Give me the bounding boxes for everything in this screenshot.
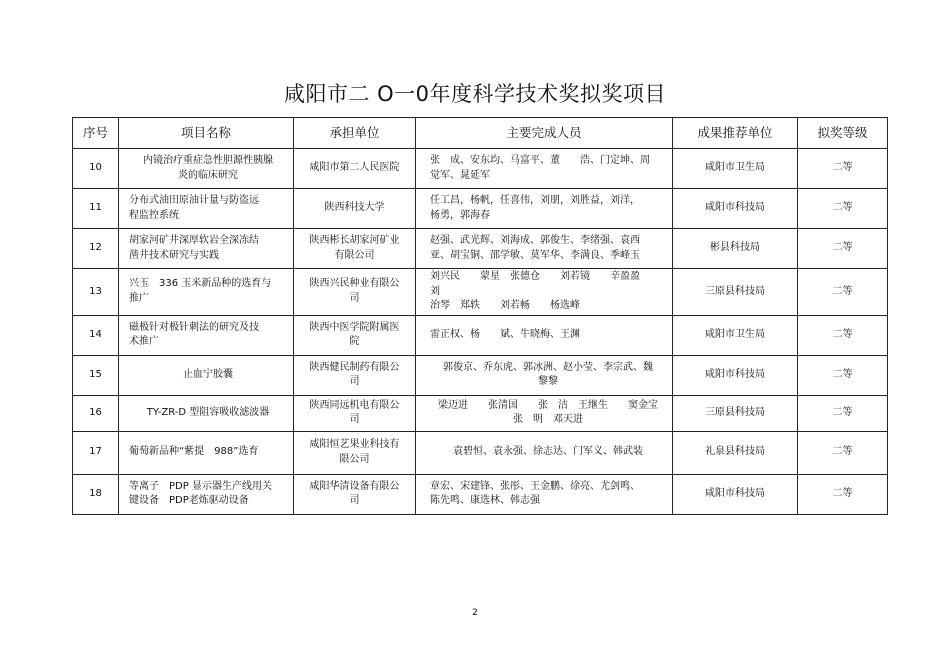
header-recommender: 成果推荐单位 (673, 118, 798, 149)
serial-cell: 13 (73, 269, 119, 316)
unit-cell: 陕西彬长胡家河矿业 有限公司 (294, 229, 416, 269)
people-cell: 袁碧恒、袁永强、徐志达、门军义、韩武装 (416, 431, 673, 474)
serial-cell: 16 (73, 395, 119, 431)
project-name-cell: 兴玉 336 玉米新品种的选育与 推广 (119, 269, 294, 316)
serial-cell: 14 (73, 315, 119, 355)
project-name-cell: 磁极针对极针刺法的研究及技 术推广 (119, 315, 294, 355)
recommender-cell: 三原县科技局 (673, 395, 798, 431)
recommender-cell: 咸阳市科技局 (673, 355, 798, 395)
serial-cell: 12 (73, 229, 119, 269)
unit-cell: 陕西兴民种业有限公 司 (294, 269, 416, 316)
unit-cell: 陕西健民制药有限公 司 (294, 355, 416, 395)
table-header-row (73, 118, 888, 149)
recommender-cell: 咸阳市科技局 (673, 474, 798, 514)
project-name-cell: 分布式油田原油计量与防盗远 程监控系统 (119, 189, 294, 229)
table-row (73, 269, 888, 316)
header-people: 主要完成人员 (416, 118, 673, 149)
project-name-cell: 等离子 PDP 显示器生产线用关 键设备 PDP老炼驱动设备 (119, 474, 294, 514)
people-cell: 雷正权、杨 斌、牛晓梅、王渊 (416, 315, 673, 355)
table-row (73, 149, 888, 189)
table-row (73, 395, 888, 431)
recommender-cell: 三原县科技局 (673, 269, 798, 316)
recommender-cell: 咸阳市卫生局 (673, 149, 798, 189)
grade-cell: 二等 (798, 431, 888, 474)
header-project-name: 项目名称 (119, 118, 294, 149)
unit-cell: 咸阳恒艺果业科技有 限公司 (294, 431, 416, 474)
serial-cell: 17 (73, 431, 119, 474)
unit-cell: 陕西科技大学 (294, 189, 416, 229)
document-title: 咸阳市二 O一0年度科学技术奖拟奖项目 (283, 82, 667, 106)
header-serial: 序号 (73, 118, 119, 149)
table-row (73, 355, 888, 395)
recommender-cell: 彬县科技局 (673, 229, 798, 269)
people-cell: 张 成、安东均、马富平、董 浩、门定坤、周 觉军、晁延军 (416, 149, 673, 189)
people-cell: 章宏、宋建锋、张彤、王金鹏、徐亮、尤剑鸣、 陈先鸣、康选林、韩志强 (416, 474, 673, 514)
grade-cell: 二等 (798, 189, 888, 229)
grade-cell: 二等 (798, 269, 888, 316)
project-name-cell: 胡家河矿井深厚软岩全深冻结 凿井技术研究与实践 (119, 229, 294, 269)
serial-cell: 18 (73, 474, 119, 514)
table-row (73, 431, 888, 474)
table-row (73, 315, 888, 355)
grade-cell: 二等 (798, 229, 888, 269)
grade-cell: 二等 (798, 149, 888, 189)
grade-cell: 二等 (798, 355, 888, 395)
award-projects-table (72, 117, 888, 515)
page-number: 2 (472, 608, 478, 618)
grade-cell: 二等 (798, 395, 888, 431)
unit-cell: 咸阳市第二人民医院 (294, 149, 416, 189)
header-unit: 承担单位 (294, 118, 416, 149)
people-cell: 刘兴民 蒙星 张德仓 刘若镜 辛盈盈 刘 治琴 郑轶 刘若畅 杨选峰 (416, 269, 673, 316)
recommender-cell: 礼泉县科技局 (673, 431, 798, 474)
unit-cell: 咸阳华清设备有限公 司 (294, 474, 416, 514)
unit-cell: 陕西同远机电有限公 司 (294, 395, 416, 431)
table-row (73, 474, 888, 514)
people-cell: 任工昌，杨帆，任喜伟，刘朋，刘胜益，刘洋， 杨勇，郭海春 (416, 189, 673, 229)
recommender-cell: 咸阳市科技局 (673, 189, 798, 229)
grade-cell: 二等 (798, 474, 888, 514)
people-cell: 梁迈进 张清国 张 洁 王继生 窦金宝 张 明 邓天进 (416, 395, 673, 431)
project-name-cell: 内镜治疗重症急性胆源性胰腺 炎的临床研究 (119, 149, 294, 189)
header-grade: 拟奖等级 (798, 118, 888, 149)
project-name-cell: 葡萄新品种“紫提 988”选育 (119, 431, 294, 474)
people-cell: 赵强、武光辉、刘海成、郭俊生、李绪强、袁西 亚、胡宝铜、邵学敏、莫军华、李满良、季峰玉 (416, 229, 673, 269)
project-name-cell: 止血宁胶囊 (119, 355, 294, 395)
people-cell: 郭俊京、乔东虎、郭冰洲、赵小莹、李宗武、魏 黎黎 (416, 355, 673, 395)
grade-cell: 二等 (798, 315, 888, 355)
table-row (73, 229, 888, 269)
serial-cell: 10 (73, 149, 119, 189)
unit-cell: 陕西中医学院附属医 院 (294, 315, 416, 355)
project-name-cell: TY-ZR-D 型阻容吸收滤波器 (119, 395, 294, 431)
serial-cell: 11 (73, 189, 119, 229)
table-row (73, 189, 888, 229)
serial-cell: 15 (73, 355, 119, 395)
recommender-cell: 咸阳市卫生局 (673, 315, 798, 355)
